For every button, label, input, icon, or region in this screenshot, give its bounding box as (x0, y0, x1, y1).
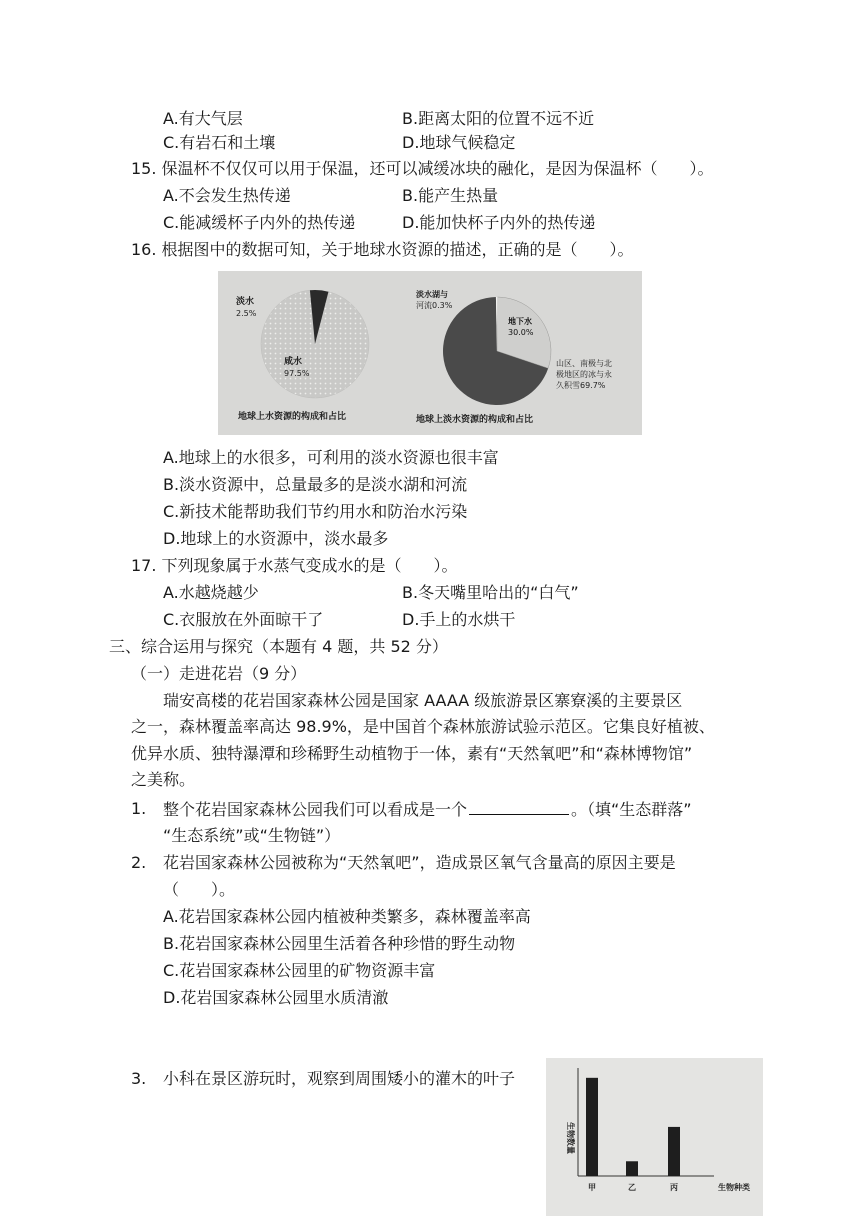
bar-0 (586, 1078, 598, 1176)
bar-2 (668, 1127, 680, 1176)
q2-option-c: C.花岩国家森林公园里的矿物资源丰富 (163, 961, 436, 980)
section3-heading: 三、综合运用与探究（本题有 4 题，共 52 分） (109, 637, 448, 656)
q16-option-a: A.地球上的水很多，可利用的淡水资源也很丰富 (163, 448, 499, 467)
q16-stem: 16. 根据图中的数据可知，关于地球水资源的描述，正确的是（ ）。 (131, 240, 634, 259)
organism-count-bar-figure (546, 1058, 763, 1216)
q17-option-b: B.冬天嘴里哈出的“白气” (402, 583, 579, 602)
q1-answer-blank[interactable] (469, 798, 569, 815)
passage-line-4: 之美称。 (131, 770, 196, 789)
passage-line-2: 之一，森林覆盖率高达 98.9%，是中国首个森林旅游试验示范区。它集良好植被、 (131, 717, 715, 736)
q2-number: 2. (131, 853, 147, 872)
q3-number: 3. (131, 1069, 147, 1088)
bar-tick-label-2: 丙 (670, 1183, 678, 1192)
q3-line-1: 小科在景区游玩时，观察到周围矮小的灌木的叶子 (163, 1069, 516, 1088)
q14-option-a: A.有大气层 (163, 109, 243, 128)
q17-option-a: A.水越烧越少 (163, 583, 259, 602)
passage-line-1: 瑞安高楼的花岩国家森林公园是国家 AAAA 级旅游景区寨寮溪的主要景区 (163, 691, 683, 710)
pie2-ground-value: 30.0% (508, 328, 534, 337)
q1-text-a: 整个花岩国家森林公园我们可以看成是一个 (163, 800, 468, 819)
q17-stem: 17. 下列现象属于水蒸气变成水的是（ ）。 (131, 556, 458, 575)
pie1-fresh-label: 淡水 (236, 297, 255, 307)
bar-1 (626, 1161, 638, 1176)
section3-sub1: （一）走进花岩（9 分） (131, 664, 307, 683)
q15-option-a: A.不会发生热传递 (163, 186, 291, 205)
q15-option-c: C.能减缓杯子内外的热传递 (163, 213, 356, 232)
pie1-caption: 地球上水资源的构成和占比 (238, 412, 347, 422)
passage-line-3: 优异水质、独特瀑潭和珍稀野生动植物于一体，素有“天然氧吧”和“森林博物馆” (131, 744, 693, 763)
q1-line-2: “生态系统”或“生物链”） (163, 826, 341, 845)
pie2-ground-label: 地下水 (508, 317, 532, 326)
bar-y-axis-label: 生物数量 (566, 1122, 575, 1154)
bar-tick-label-1: 乙 (628, 1183, 636, 1192)
pie1-salt-label: 咸水 (284, 357, 303, 367)
pie1-salt-value: 97.5% (284, 369, 310, 378)
bar-x-axis-label: 生物种类 (718, 1183, 750, 1192)
pie2-group (443, 297, 551, 405)
q15-option-b: B.能产生热量 (402, 186, 499, 205)
q15-option-d: D.能加快杯子内外的热传递 (402, 213, 596, 232)
q14-option-c: C.有岩石和土壤 (163, 133, 276, 152)
q14-option-b: B.距离太阳的位置不远不近 (402, 109, 595, 128)
q17-option-c: C.衣服放在外面晾干了 (163, 610, 324, 629)
pie2-lake-label-1: 淡水湖与 (416, 290, 448, 299)
q2-option-b: B.花岩国家森林公园里生活着各种珍惜的野生动物 (163, 934, 516, 953)
water-resources-figure (218, 271, 642, 435)
q2-option-a: A.花岩国家森林公园内植被种类繁多，森林覆盖率高 (163, 907, 531, 926)
pie2-ice-label-1: 山区、南极与北 (556, 359, 612, 368)
pie2-caption: 地球上淡水资源的构成和占比 (416, 415, 534, 425)
q2-option-d: D.花岩国家森林公园里水质清澈 (163, 988, 389, 1007)
q17-option-d: D.手上的水烘干 (402, 610, 516, 629)
q16-option-b: B.淡水资源中，总量最多的是淡水湖和河流 (163, 475, 468, 494)
q16-option-c: C.新技术能帮助我们节约用水和防治水污染 (163, 502, 468, 521)
pie1-group (261, 290, 369, 398)
q1-number: 1. (131, 799, 147, 818)
q1-line-1 (163, 798, 692, 821)
pie2-ice-label-3: 久积雪69.7% (556, 381, 606, 390)
pie2-ice-label-2: 极地区的冰与永 (556, 370, 612, 379)
q16-option-d: D.地球上的水资源中，淡水最多 (163, 529, 389, 548)
pie1-fresh-value: 2.5% (236, 309, 257, 318)
q2-line-1: 花岩国家森林公园被称为“天然氧吧”，造成景区氧气含量高的原因主要是 (163, 853, 676, 872)
q14-option-d: D.地球气候稳定 (402, 133, 516, 152)
bar-axes (578, 1068, 714, 1176)
q15-stem: 15. 保温杯不仅仅可以用于保温，还可以减缓冰块的融化，是因为保温杯（ ）。 (131, 159, 714, 178)
bar-tick-label-0: 甲 (588, 1183, 596, 1192)
pie2-lake-label-2: 河流0.3% (416, 301, 453, 310)
q1-text-b: 。（填“生态群落” (571, 800, 692, 819)
q2-line-2: （ ）。 (163, 880, 236, 899)
